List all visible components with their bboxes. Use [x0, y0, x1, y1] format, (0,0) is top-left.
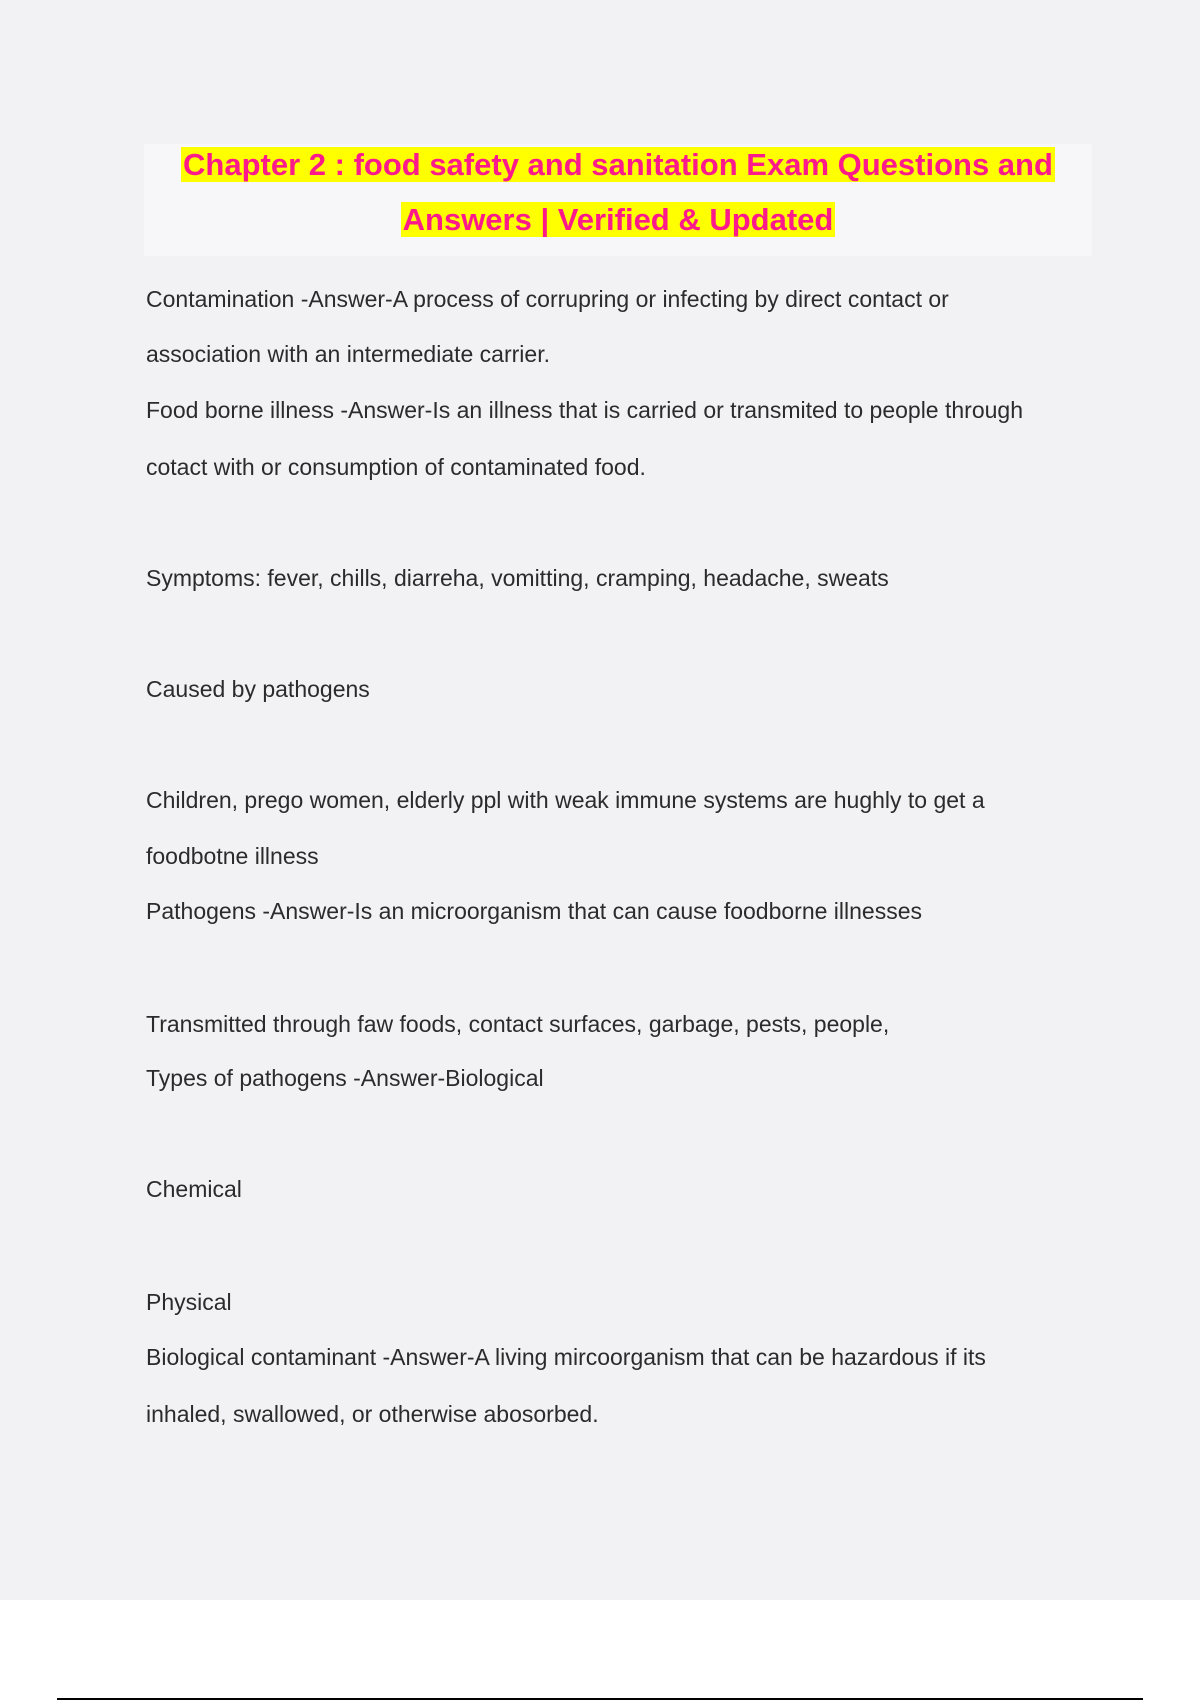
biological-contaminant-line-2: inhaled, swallowed, or otherwise abosorbed.: [146, 1401, 599, 1427]
pathogens-definition-line: Pathogens -Answer-Is an microorganism that can cause foodborne illnesses: [146, 898, 923, 924]
document-title: [144, 144, 1092, 256]
title-line-2: [144, 201, 1092, 239]
food-borne-illness-definition-line-1: Food borne illness -Answer-Is an illness that is carried or transmited to people through: [146, 397, 1023, 423]
contamination-definition-line-2: association with an intermediate carrier.: [146, 341, 550, 367]
title-line-1: [144, 146, 1092, 184]
title-line-1-text: Chapter 2 : food safety and sanitation Exam Questions and: [183, 147, 1053, 182]
title-line-2-text: Answers | Verified & Updated: [402, 202, 834, 237]
pathogen-types-line: Types of pathogens -Answer-Biological: [146, 1065, 544, 1091]
caused-by-line: Caused by pathogens: [146, 676, 370, 702]
food-borne-illness-definition-line-2: cotact with or consumption of contaminated food.: [146, 454, 646, 480]
biological-contaminant-line-1: Biological contaminant -Answer-A living mircoorganism that can be hazardous if its: [146, 1344, 986, 1370]
contamination-definition-line-1: Contamination -Answer-A process of corrupring or infecting by direct contact or: [146, 286, 949, 312]
transmission-line: Transmitted through faw foods, contact surfaces, garbage, pests, people,: [146, 1011, 890, 1037]
symptoms-line: Symptoms: fever, chills, diarreha, vomitting, cramping, headache, sweats: [146, 565, 889, 591]
chemical-line: Chemical: [146, 1176, 242, 1202]
at-risk-line-1: Children, prego women, elderly ppl with weak immune systems are hughly to get a: [146, 787, 985, 813]
at-risk-line-2: foodbotne illness: [146, 843, 319, 869]
physical-line: Physical: [146, 1289, 232, 1315]
